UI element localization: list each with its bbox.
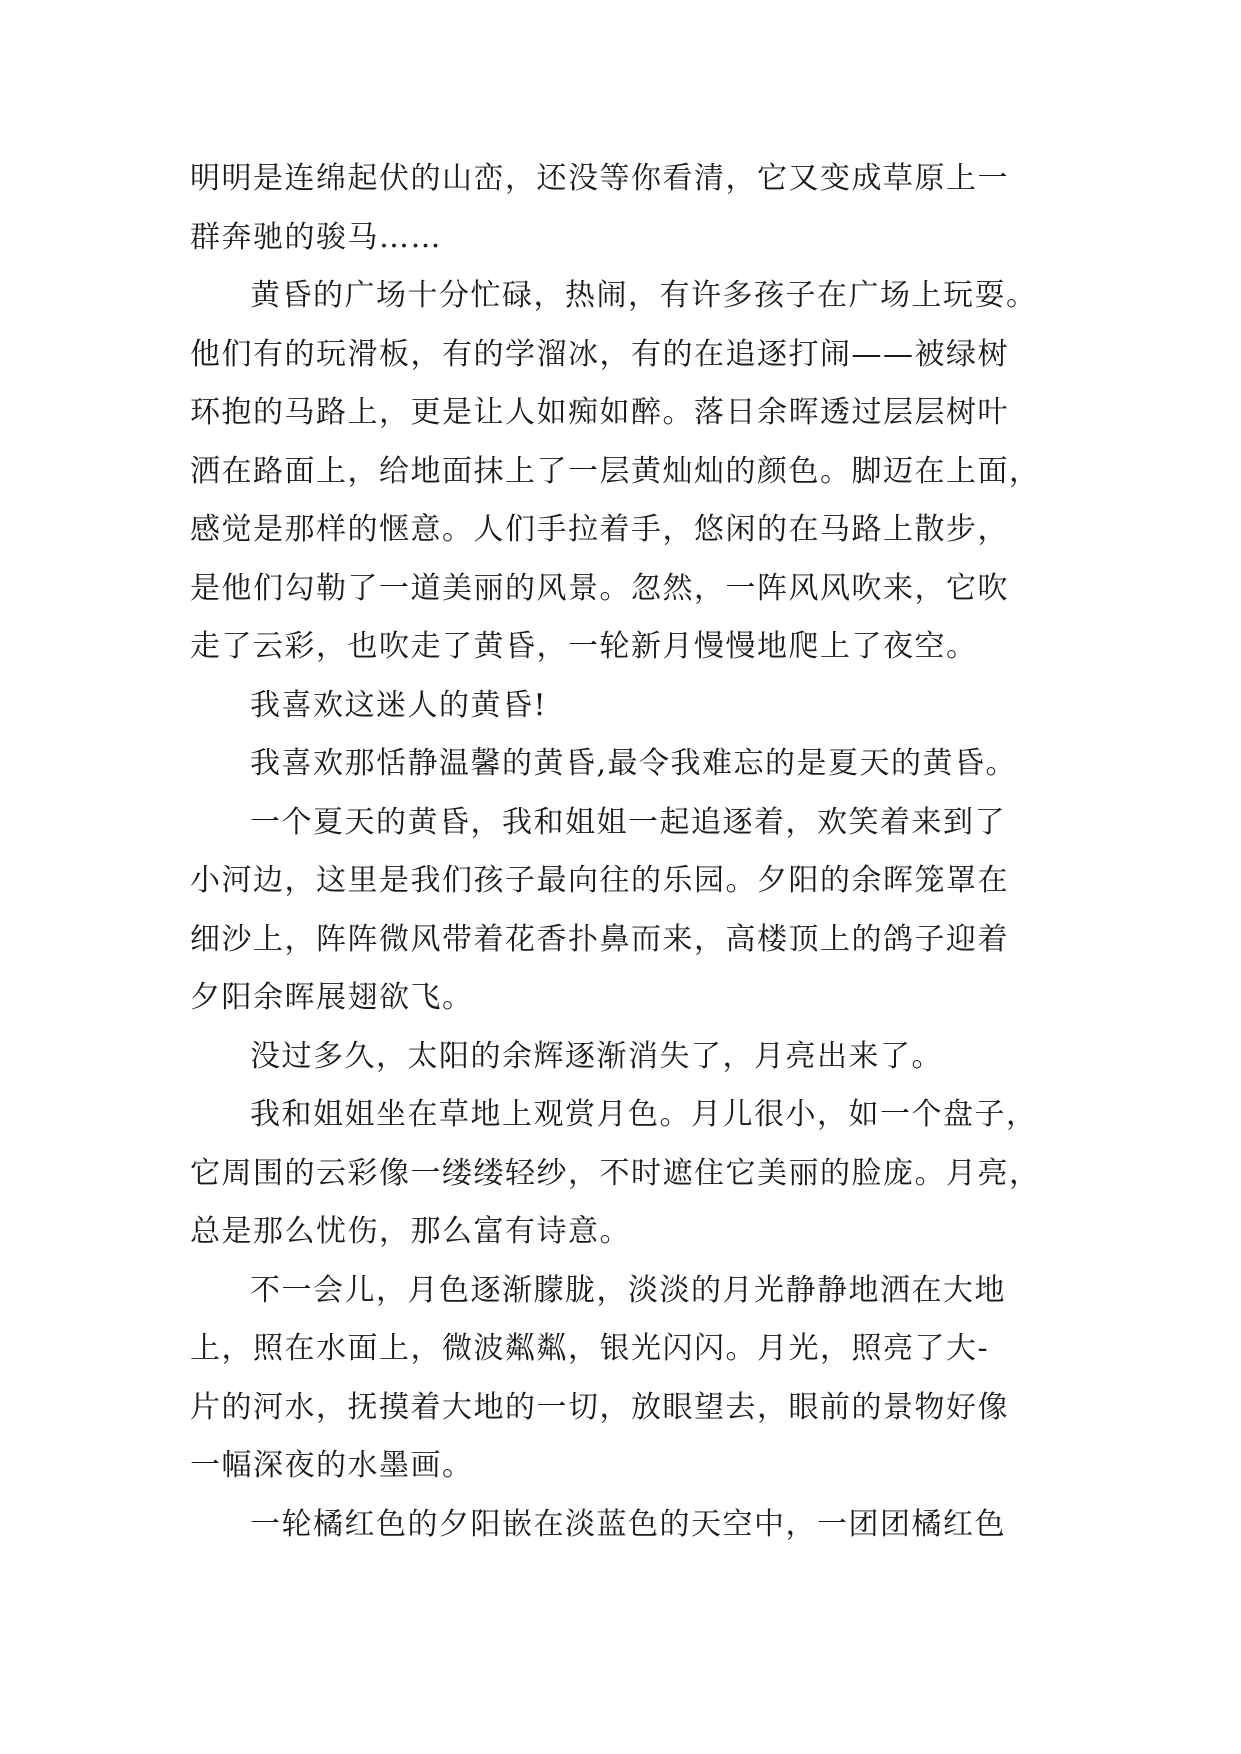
text-line: 走了云彩，也吹走了黄昏，一轮新月慢慢地爬上了夜空。 (190, 629, 978, 664)
text-line: 它周围的云彩像一缕缕轻纱，不时遮住它美丽的脸庞。月亮， (190, 1155, 1041, 1191)
text-line: 我喜欢这迷人的黄昏! (250, 687, 548, 723)
text-line: 一轮橘红色的夕阳嵌在淡蓝色的天空中，一团团橘红色 (250, 1506, 1006, 1542)
text-line: 洒在路面上，给地面抹上了一层黄灿灿的颜色。脚迈在上面， (190, 453, 1041, 489)
text-line: 明明是连绵起伏的山峦，还没等你看清，它又变成草原上一 (190, 161, 1009, 196)
text-line: 群奔驰的骏马…… (190, 219, 442, 255)
text-line: 环抱的马路上，更是让人如痴如醉。落日余晖透过层层树叶 (190, 395, 1009, 430)
text-line: 总是那么忧伤，那么富有诗意。 (190, 1214, 631, 1249)
text-line: 他们有的玩滑板，有的学溜冰，有的在追逐打闹——被绿树 (190, 336, 1009, 372)
text-line: 黄昏的广场十分忙碌，热闹，有许多孩子在广场上玩耍。 (250, 278, 1038, 313)
document-body (190, 150, 1060, 1554)
text-line: 感觉是那样的惬意。人们手拉着手，悠闲的在马路上散步， (190, 512, 1009, 547)
text-line: 夕阳余晖展翅欲飞。 (190, 980, 474, 1015)
text-line: 一个夏天的黄昏，我和姐姐一起追逐着，欢笑着来到了 (250, 804, 1006, 840)
text-line: 上，照在水面上，微波粼粼，银光闪闪。月光，照亮了大- (190, 1331, 990, 1366)
text-line: 我喜欢那恬静温馨的黄昏,最令我难忘的是夏天的黄昏。 (250, 746, 1018, 781)
text-line: 我和姐姐坐在草地上观赏月色。月儿很小，如一个盘子， (250, 1097, 1038, 1132)
text-line: 小河边，这里是我们孩子最向往的乐园。夕阳的余晖笼罩在 (190, 863, 1009, 898)
text-line: 细沙上，阵阵微风带着花香扑鼻而来，高楼顶上的鸽子迎着 (190, 921, 1009, 957)
text-line: 一幅深夜的水墨画。 (190, 1448, 474, 1483)
text-line: 片的河水，抚摸着大地的一切，放眼望去，眼前的景物好像 (190, 1389, 1009, 1425)
text-line: 不一会儿，月色逐渐朦胧，淡淡的月光静静地洒在大地 (250, 1272, 1006, 1308)
text-line: 是他们勾勒了一道美丽的风景。忽然，一阵风风吹来，它吹 (190, 570, 1009, 606)
text-line: 没过多久，太阳的余辉逐渐消失了，月亮出来了。 (250, 1038, 943, 1074)
